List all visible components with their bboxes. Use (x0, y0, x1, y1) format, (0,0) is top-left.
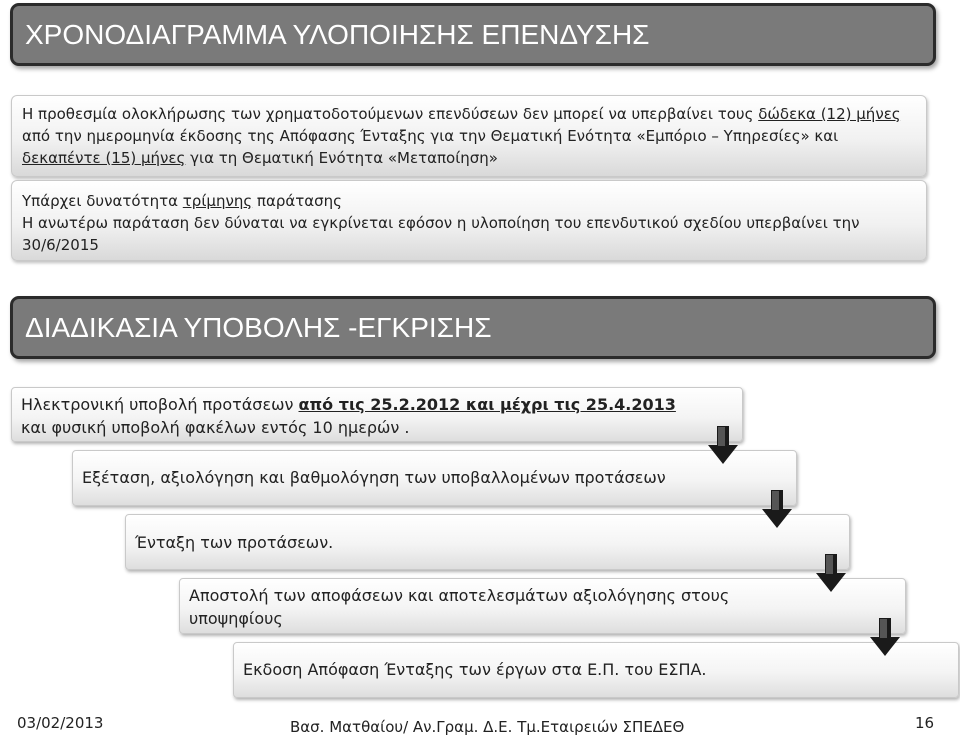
step-1-line-2: και φυσική υποβολή φακέλων εντός 10 ημερών . (21, 418, 410, 437)
arrow-down-icon (762, 490, 792, 528)
extension-text-2: παράτασης (252, 192, 342, 210)
section-title: ΔΙΑΔΙΚΑΣΙΑ ΥΠΟΒΟΛΗΣ -ΕΓΚΡΙΣΗΣ (25, 312, 492, 343)
step-5-decision (233, 642, 959, 698)
extension-line-1 (22, 190, 912, 212)
extension-line-2: Η ανωτέρω παράταση δεν δύναται να εγκρίνεται εφόσον η υλοποίηση του επενδυτικού σχεδίου υπερβαίνει την 30/6/2015 (22, 214, 860, 254)
step-1-text: Ηλεκτρονική υποβολή προτάσεων (21, 395, 299, 414)
step-1-submission (11, 387, 743, 442)
step-4-notification (179, 578, 906, 634)
step-2-text: Εξέταση, αξιολόγηση και βαθμολόγηση των υποβαλλομένων προτάσεων (82, 468, 666, 487)
deadline-text-2: από την ημερομηνία έκδοσης της Απόφασης Ένταξης για την Θεματική Ενότητα «Εμπόριο – Υπηρεσίες» και (22, 127, 839, 145)
step-1-dates: από τις 25.2.2012 και μέχρι τις 25.4.2013 (298, 395, 676, 414)
footer-date: 03/02/2013 (17, 714, 104, 732)
step-5-text: Εκδοση Απόφαση Ένταξης των έργων στα Ε.Π. του ΕΣΠΑ. (243, 660, 707, 679)
footer-author: Βασ. Ματθαίου/ Αν.Γραμ. Δ.Ε. Τμ.Εταιρειών ΣΠΕΔΕΘ (290, 718, 685, 736)
page-title-banner (10, 3, 936, 66)
step-4-text: Αποστολή των αποφάσεων και αποτελεσμάτων αξιολόγησης στους υποψηφίους (189, 586, 730, 628)
section-title-banner (10, 296, 936, 359)
deadline-twelve-months: δώδεκα (12) μήνες (758, 105, 901, 123)
arrow-down-icon (816, 554, 846, 592)
extension-text (22, 190, 912, 256)
deadline-panel (11, 95, 927, 177)
step-3-inclusion (125, 514, 850, 570)
extension-three-months: τρίμηνης (182, 192, 253, 210)
deadline-fifteen-months: δεκαπέντε (15) μήνες (22, 149, 186, 167)
deadline-text-3: για τη Θεματική Ενότητα «Μεταποίηση» (185, 149, 498, 167)
deadline-text-1: Η προθεσμία ολοκλήρωσης των χρηματοδοτούμενων επενδύσεων δεν μπορεί να υπερβαίνει τους (22, 105, 759, 123)
step-1-line-1 (21, 393, 742, 416)
arrow-down-icon (708, 426, 738, 464)
deadline-text (22, 103, 912, 169)
extension-text-1: Υπάρχει δυνατότητα (22, 192, 183, 210)
step-2-evaluation (72, 450, 797, 506)
extension-panel (11, 180, 927, 261)
footer-page-number: 16 (915, 714, 935, 732)
page-title: ΧΡΟΝΟΔΙΑΓΡΑΜΜΑ ΥΛΟΠΟΙΗΣΗΣ ΕΠΕΝΔΥΣΗΣ (25, 19, 650, 50)
step-3-text: Ένταξη των προτάσεων. (135, 533, 334, 552)
arrow-down-icon (870, 618, 900, 656)
